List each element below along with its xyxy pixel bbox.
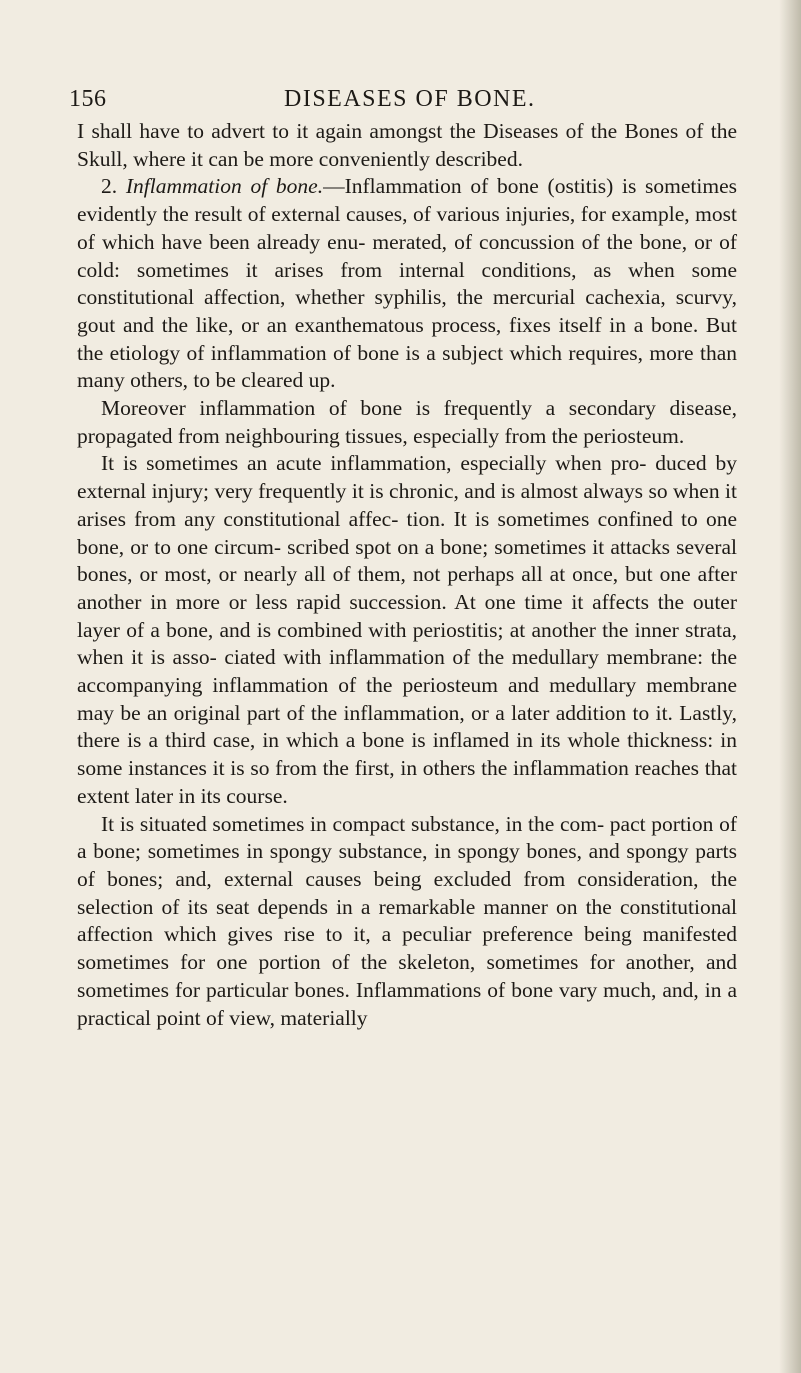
paragraph-3: Moreover inflammation of bone is frequently a secondary disease, propagated from neighbouring tissues, especially from the periosteum. — [77, 396, 737, 448]
page-number: 156 — [69, 86, 107, 112]
section-text: —Inflammation of bone (ostitis) is sometimes evidently the result of external causes, of various injuries, for example, most of which have been already enu- merated, of concussion of the bone, or of cold: sometimes it arises from internal conditions, as when some constitutional affection, whether syphilis, the mercurial cachexia, scurvy, gout and the like, or an exanthematous process, fixes itself in a bone. But the etiology of inflammation of bone is a subject which requires, more than many others, to be cleared up. — [77, 174, 738, 393]
paragraph-4: It is sometimes an acute inflammation, especially when pro- duced by external injury; very frequently it is chronic, and is almost always so when it arises from any constitutional affec- tion. It is sometimes confined to one bone, or to one circum- scribed spot on a bone; sometimes it attacks several bones, or most, or nearly all of them, not perhaps all at once, but one after another in more or less rapid succession. At one time it affects the outer layer of a bone, and is combined with periostitis; at another the inner strata, when it is asso- ciated with inflammation of the medullary membrane: the accompanying inflammation of the periosteum and medullary membrane may be an original part of the inflammation, or a later addition to it. Lastly, there is a third case, in which a bone is inflamed in its whole thickness: in some instances it is so from the first, in others the inflammation reaches that extent later in its course. — [77, 451, 737, 808]
section-number: 2. — [101, 174, 118, 199]
paragraph-2 — [77, 173, 737, 395]
body-text — [77, 118, 737, 1032]
page-edge-shadow — [779, 0, 801, 1373]
running-head: DISEASES OF BONE. — [284, 86, 536, 112]
paragraph-5: It is situated sometimes in compact substance, in the com- pact portion of a bone; sometimes in spongy substance, in spongy bones, and spongy parts of bones; and, external causes being excluded from consideration, the selection of its seat depends in a remarkable manner on the constitutional affection which gives rise to it, a peculiar preference being manifested sometimes for one portion of the skeleton, sometimes for another, and sometimes for particular bones. Inflammations of bone vary much, and, in a practical point of view, materially — [77, 811, 737, 1030]
paragraph-1: I shall have to advert to it again amongst the Diseases of the Bones of the Skull, where it can be more conveniently described. — [77, 119, 737, 171]
page-header — [69, 86, 769, 116]
section-title: Inflammation of bone. — [125, 174, 324, 199]
